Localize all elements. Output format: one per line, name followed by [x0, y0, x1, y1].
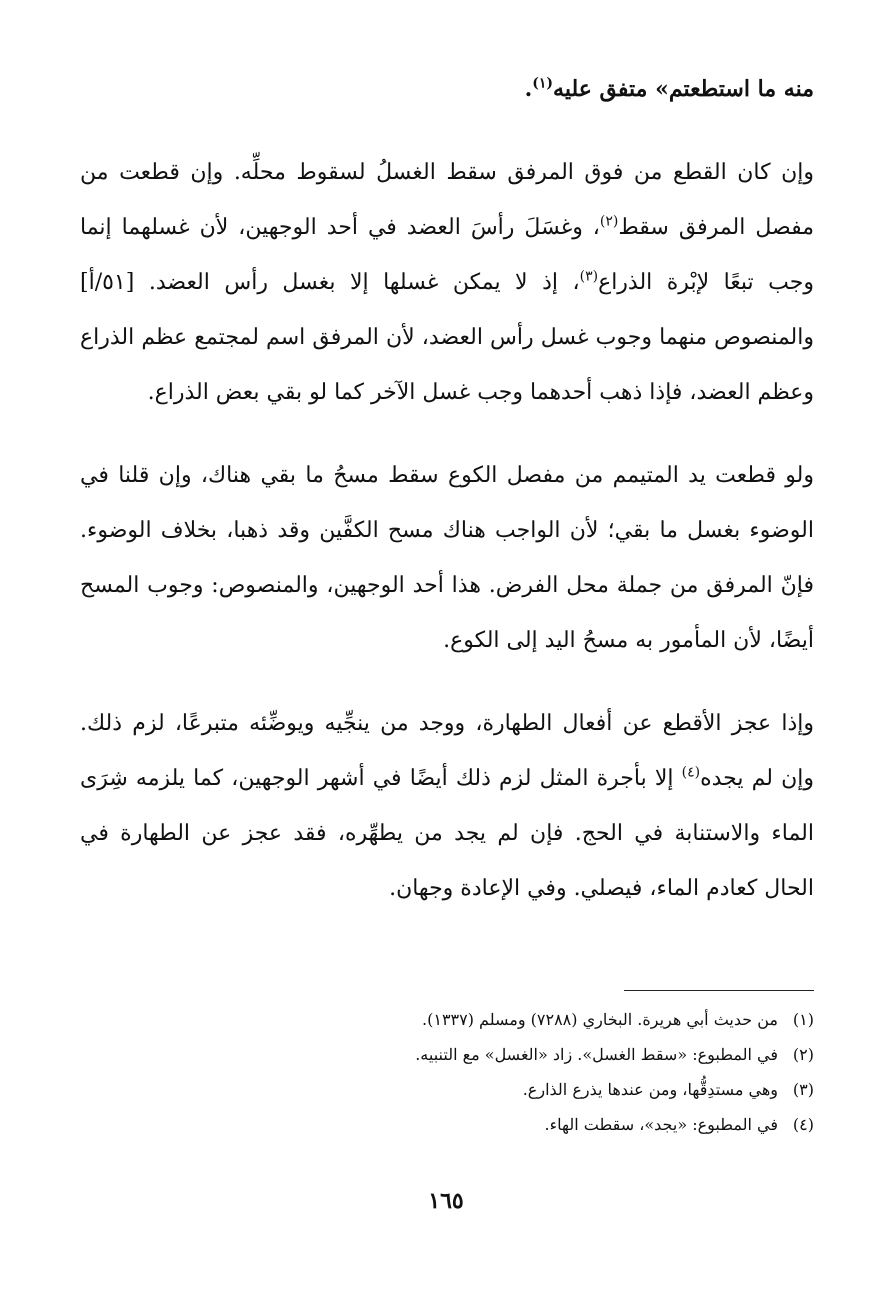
footnote-3	[80, 1072, 814, 1107]
footnote-number: (١)	[792, 1010, 814, 1029]
footnote-number: (٣)	[792, 1080, 814, 1099]
footnotes-list	[80, 1002, 814, 1142]
paragraph-1-text: منه ما استطعتم» متفق عليه	[553, 76, 814, 102]
footnote-ref-2[interactable]: (٢)	[599, 213, 619, 230]
footnote-text: في المطبوع: «سقط الغسل». زاد «الغسل» مع التنبيه.	[415, 1045, 778, 1064]
paragraph-4-text-a: وإذا عجز الأقطع عن أفعال الطهارة، ووجد من ينجِّيه ويوضِّئه متبرعًا، لزم ذلك. وإن لم يجده	[80, 711, 814, 791]
page-body	[80, 62, 814, 916]
footnote-text: من حديث أبي هريرة. البخاري (٧٢٨٨) ومسلم (١٣٣٧).	[422, 1010, 778, 1029]
paragraph-2-text-c: ، إذ لا يمكن غسلها إلا بغسل رأس العضد. [٥١/أ] والمنصوص منهما وجوب غسل رأس العضد، لأن المرفق اسم لمجتمع عظم الذراع وعظم العضد، فإذا ذهب أحدهما وجب غسل الآخر كما لو بقي بعض الذراع.	[80, 270, 814, 405]
footnote-number: (٢)	[792, 1045, 814, 1064]
page-number: ١٦٥	[428, 1188, 464, 1214]
paragraph-2-text-b: ، وغسَلَ رأسَ العضد في أحد الوجهين، لأن غسلهما إنما وجب تبعًا لإبْرة الذراع	[80, 215, 814, 295]
paragraph-2	[80, 145, 814, 420]
footnote-ref-3[interactable]: (٣)	[579, 268, 599, 285]
paragraph-4	[80, 696, 814, 916]
footnote-text: في المطبوع: «يجد»، سقطت الهاء.	[544, 1115, 778, 1134]
paragraph-1-end: .	[524, 76, 533, 102]
paragraph-3-text: ولو قطعت يد المتيمم من مفصل الكوع سقط مسحُ ما بقي هناك، وإن قلنا في الوضوء بغسل ما بقي؛ لأن الواجب هناك مسح الكفَّين وقد ذهبا، بخلاف الوضوء. فإنّ المرفق من جملة محل الفرض. هذا أحد الوجهين، والمنصوص: وجوب المسح أيضًا، لأن المأمور به مسحُ اليد إلى الكوع.	[80, 463, 814, 653]
footnote-number: (٤)	[792, 1115, 814, 1134]
footnote-1	[80, 1002, 814, 1037]
paragraph-1	[80, 62, 814, 117]
footnote-ref-4[interactable]: (٤)	[681, 764, 701, 781]
footnote-ref-1[interactable]: (١)	[532, 75, 554, 92]
footnote-4	[80, 1107, 814, 1142]
footnote-text: وهي مستدِقُّها، ومن عندها يذرع الذارع.	[522, 1080, 778, 1099]
paragraph-4-text-b: إلا بأجرة المثل لزم ذلك أيضًا في أشهر الوجهين، كما يلزمه شِرَى الماء والاستنابة في الحج. فإن لم يجد من يطهِّره، فقد عجز عن الطهارة في الحال كعادم الماء، فيصلي. وفي الإعادة وجهان.	[80, 766, 814, 901]
paragraph-2-text-a: وإن كان القطع من فوق المرفق سقط الغسلُ لسقوط محلِّه. وإن قطعت من مفصل المرفق سقط	[80, 160, 815, 240]
paragraph-3	[80, 448, 814, 668]
footnote-2	[80, 1037, 814, 1072]
footnote-divider	[624, 990, 814, 991]
